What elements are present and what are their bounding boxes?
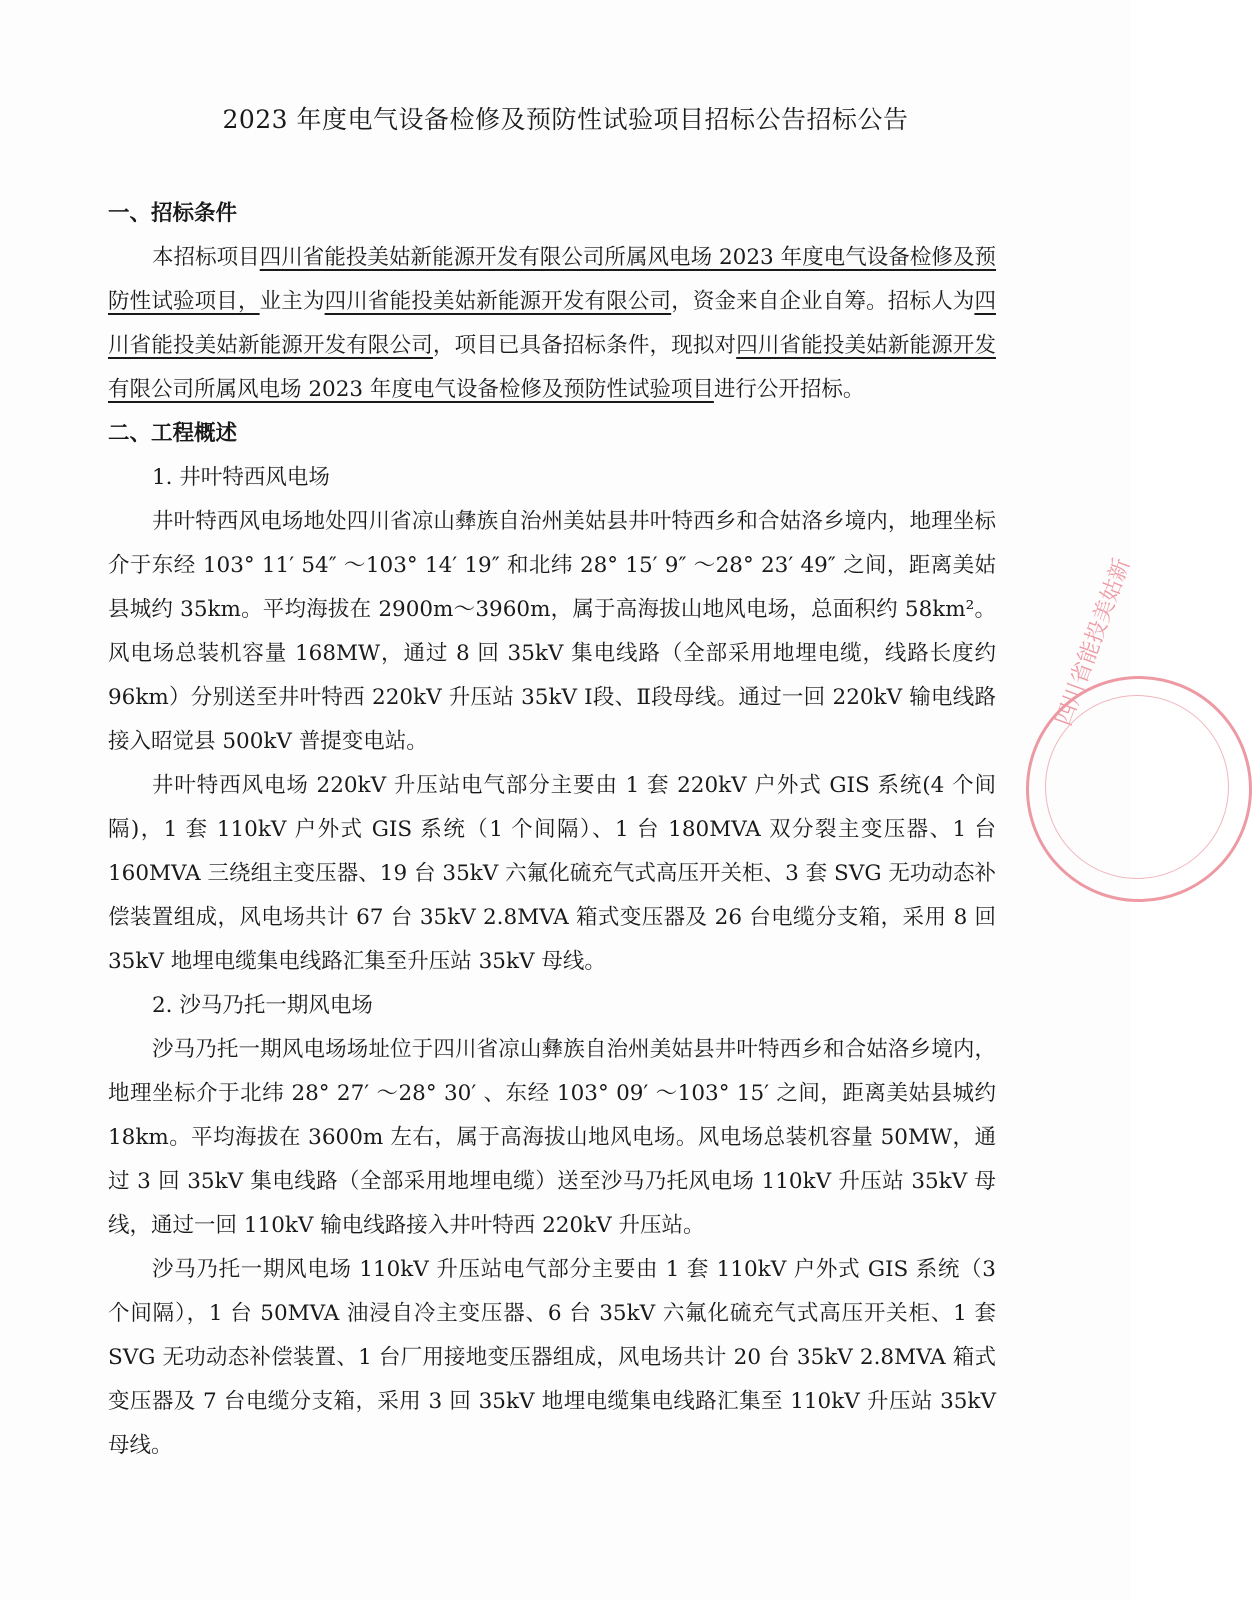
paragraph-jingyetexi-electrical: 井叶特西风电场 220kV 升压站电气部分主要由 1 套 220kV 户外式 GIS 系统(4 个间隔)，1 套 110kV 户外式 GIS 系统（1 个间隔）、1 台 180MVA 双分裂主变压器、1 台 160MVA 三绕组主变压器、19 台 35kV 六氟化硫充气式高压开关柜、3 套 SVG 无功动态补偿装置组成，风电场共计 67 台 35kV 2.8MVA 箱式变压器及 26 台电缆分支箱，采用 8 回 35kV 地埋电缆集电线路汇集至升压站 35kV 母线。 (108, 773, 996, 974)
document-body (108, 192, 996, 1468)
paragraph-bidding-conditions (108, 236, 996, 412)
tenderer-name-underlined: 四川省能投美姑新能源开发有限公司 (108, 289, 996, 358)
owner-name-underlined: 四川省能投美姑新能源开发有限公司 (324, 289, 672, 314)
text-run: 本招标项目 (152, 245, 260, 270)
paragraph-shamanaituo-electrical: 沙马乃托一期风电场 110kV 升压站电气部分主要由 1 套 110kV 户外式 GIS 系统（3 个间隔），1 台 50MVA 油浸自冷主变压器、6 台 35kV 六氟化硫充气式高压开关柜、1 套 SVG 无功动态补偿装置、1 台厂用接地变压器组成，风电场共计 20 台 35kV 2.8MVA 箱式变压器及 7 台电缆分支箱，采用 3 回 35kV 地埋电缆集电线路汇集至 110kV 升压站 35kV 母线。 (108, 1257, 996, 1458)
subheading-shamanaituo: 2. 沙马乃托一期风电场 (152, 993, 373, 1018)
section-heading-bidding-conditions: 一、招标条件 (108, 201, 238, 226)
text-run: 业主为 (259, 289, 325, 314)
project-name-underlined: 四川省能投美姑新能源开发有限公司所属风电场 2023 年度电气设备检修及预防性试验项目， (108, 245, 996, 314)
official-seal-stamp (1026, 555, 1252, 902)
paragraph-jingyetexi-location: 井叶特西风电场地处四川省凉山彝族自治州美姑县井叶特西乡和合姑洛乡境内，地理坐标介于东经 103° 11′ 54″ ～103° 14′ 19″ 和北纬 28° 15′ 9″ ～28° 23′ 49″ 之间，距离美姑县城约 35km。平均海拔在 2900m～3960m，属于高海拔山地风电场，总面积约 58km²。风电场总装机容量 168MW，通过 8 回 35kV 集电线路（全部采用地埋电缆，线路长度约 96km）分别送至井叶特西 220kV 升压站 35kV Ⅰ段、Ⅱ段母线。通过一回 220kV 输电线路接入昭觉县 500kV 普提变电站。 (108, 509, 996, 754)
project-name-underlined-2: 四川省能投美姑新能源开发有限公司所属风电场 2023 年度电气设备检修及预防性试验项目 (108, 333, 996, 402)
paragraph-shamanaituo-location: 沙马乃托一期风电场场址位于四川省凉山彝族自治州美姑县井叶特西乡和合姑洛乡境内，地理坐标介于北纬 28° 27′ ～28° 30′ 、东经 103° 09′ ～103° 15′ 之间，距离美姑县城约 18km。平均海拔在 3600m 左右，属于高海拔山地风电场。风电场总装机容量 50MW，通过 3 回 35kV 集电线路（全部采用地埋电缆）送至沙马乃托风电场 110kV 升压站 35kV 母线，通过一回 110kV 输电线路接入井叶特西 220kV 升压站。 (108, 1037, 996, 1238)
text-run: 进行公开招标。 (713, 377, 865, 402)
section-heading-project-overview: 二、工程概述 (108, 421, 238, 446)
document-title: 2023 年度电气设备检修及预防性试验项目招标公告招标公告 (222, 105, 909, 134)
subheading-jingyetexi: 1. 井叶特西风电场 (152, 465, 330, 490)
text-run: ，资金来自企业自筹。招标人为 (671, 289, 975, 314)
seal-text: 四川省能投美姑新 (1051, 555, 1136, 730)
text-run: ，项目已具备招标条件，现拟对 (432, 333, 737, 358)
